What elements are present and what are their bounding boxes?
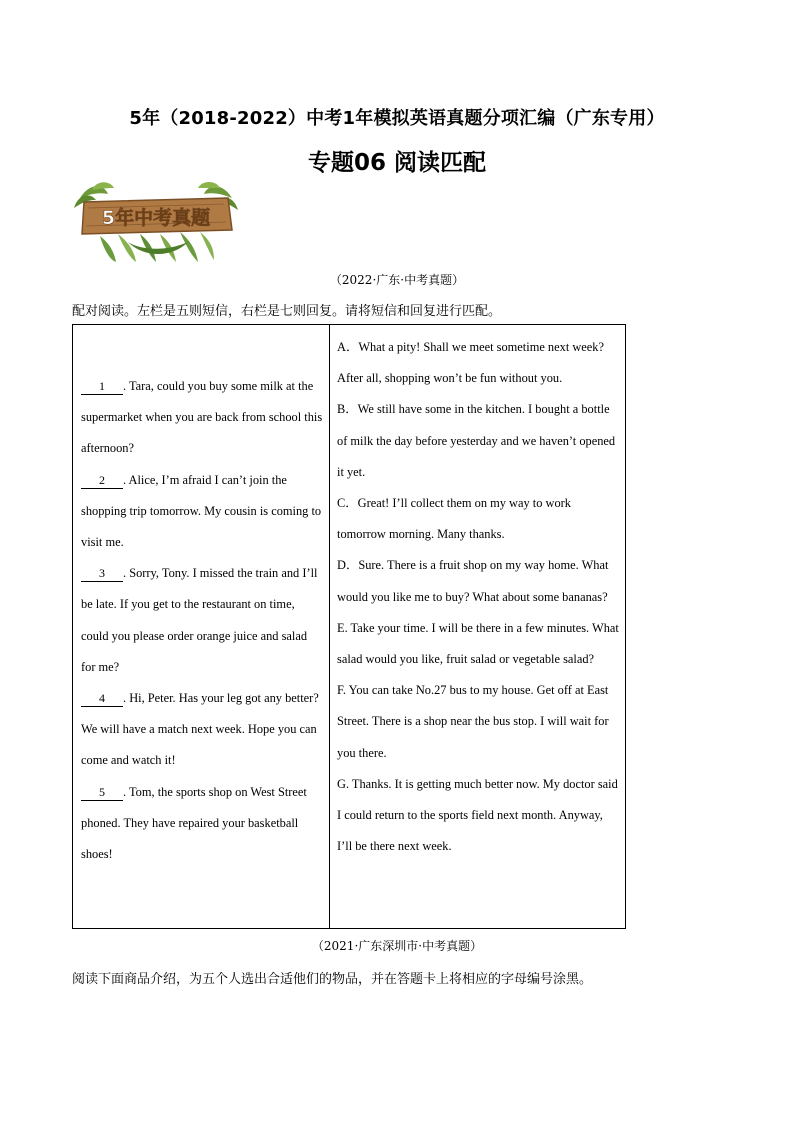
message-5: 5 . Tom, the sports shop on West Street phoned. They have repaired your basketball shoes! [81,784,307,862]
message-2: 2 . Alice, I’m afraid I can’t join the shopping trip tomorrow. My cousin is coming to visit me. [81,472,322,550]
message-3: 3 . Sorry, Tony. I missed the train and I’ll be late. If you get to the restaurant on time, could you please order orange juice and salad for me? [81,566,318,674]
answer-blank-4[interactable]: 4 [81,690,123,707]
reply-b: B．We still have some in the kitchen. I bought a bottle of milk the day before yesterday and we haven’t opened it yet. [337,402,616,479]
message-1: 1 . Tara, could you buy some milk at the supermarket when you are back from school this afternoon? [81,379,323,456]
replies-column [330,325,626,929]
reply-e: E. Take your time. I will be there in a few minutes. What salad would you like, fruit salad or vegetable salad? [337,620,619,667]
reply-d: D．Sure. There is a fruit shop on my way home. What would you like me to buy? What about some bananas? [337,558,609,604]
messages-column [73,325,330,929]
answer-blank-1[interactable]: 1 [81,378,123,395]
document-subtitle: 专题06 阅读匹配 [307,150,486,176]
reply-g: G. Thanks. It is getting much better now. My doctor said I could return to the sports field next month. Anyway, I’ll be there next week. [337,776,618,854]
matching-table [72,324,626,929]
section1-instruction: 配对阅读。左栏是五则短信，右栏是七则回复。请将短信和回复进行匹配。 [72,304,502,319]
answer-blank-3[interactable]: 3 [81,565,123,582]
answer-blank-2[interactable]: 2 [81,472,123,489]
section2-instruction: 阅读下面商品介绍，为五个人选出合适他们的物品，并在答题卡上将相应的字母编号涂黑。 [72,972,593,987]
section2-source: （2021·广东深圳市·中考真题） [311,939,483,953]
reply-c: C．Great! I’ll collect them on my way to work tomorrow morning. Many thanks. [337,496,571,542]
section1-source: （2022·广东·中考真题） [329,273,465,287]
reply-a: A．What a pity! Shall we meet sometime next week? After all, shopping won’t be fun without you. [337,340,605,386]
message-4: 4 . Hi, Peter. Has your leg got any better? We will have a match next week. Hope you can come and watch it! [81,691,319,768]
document-title: 5年（2018-2022）中考1年模拟英语真题分项汇编（广东专用） [129,108,665,129]
badge-text: 5年中考真题 [101,207,211,229]
exam-badge-logo [70,180,242,264]
reply-f: F. You can take No.27 bus to my house. Get off at East Street. There is a shop near the bus stop. I will wait for you there. [337,683,609,760]
answer-blank-5[interactable]: 5 [81,784,123,801]
